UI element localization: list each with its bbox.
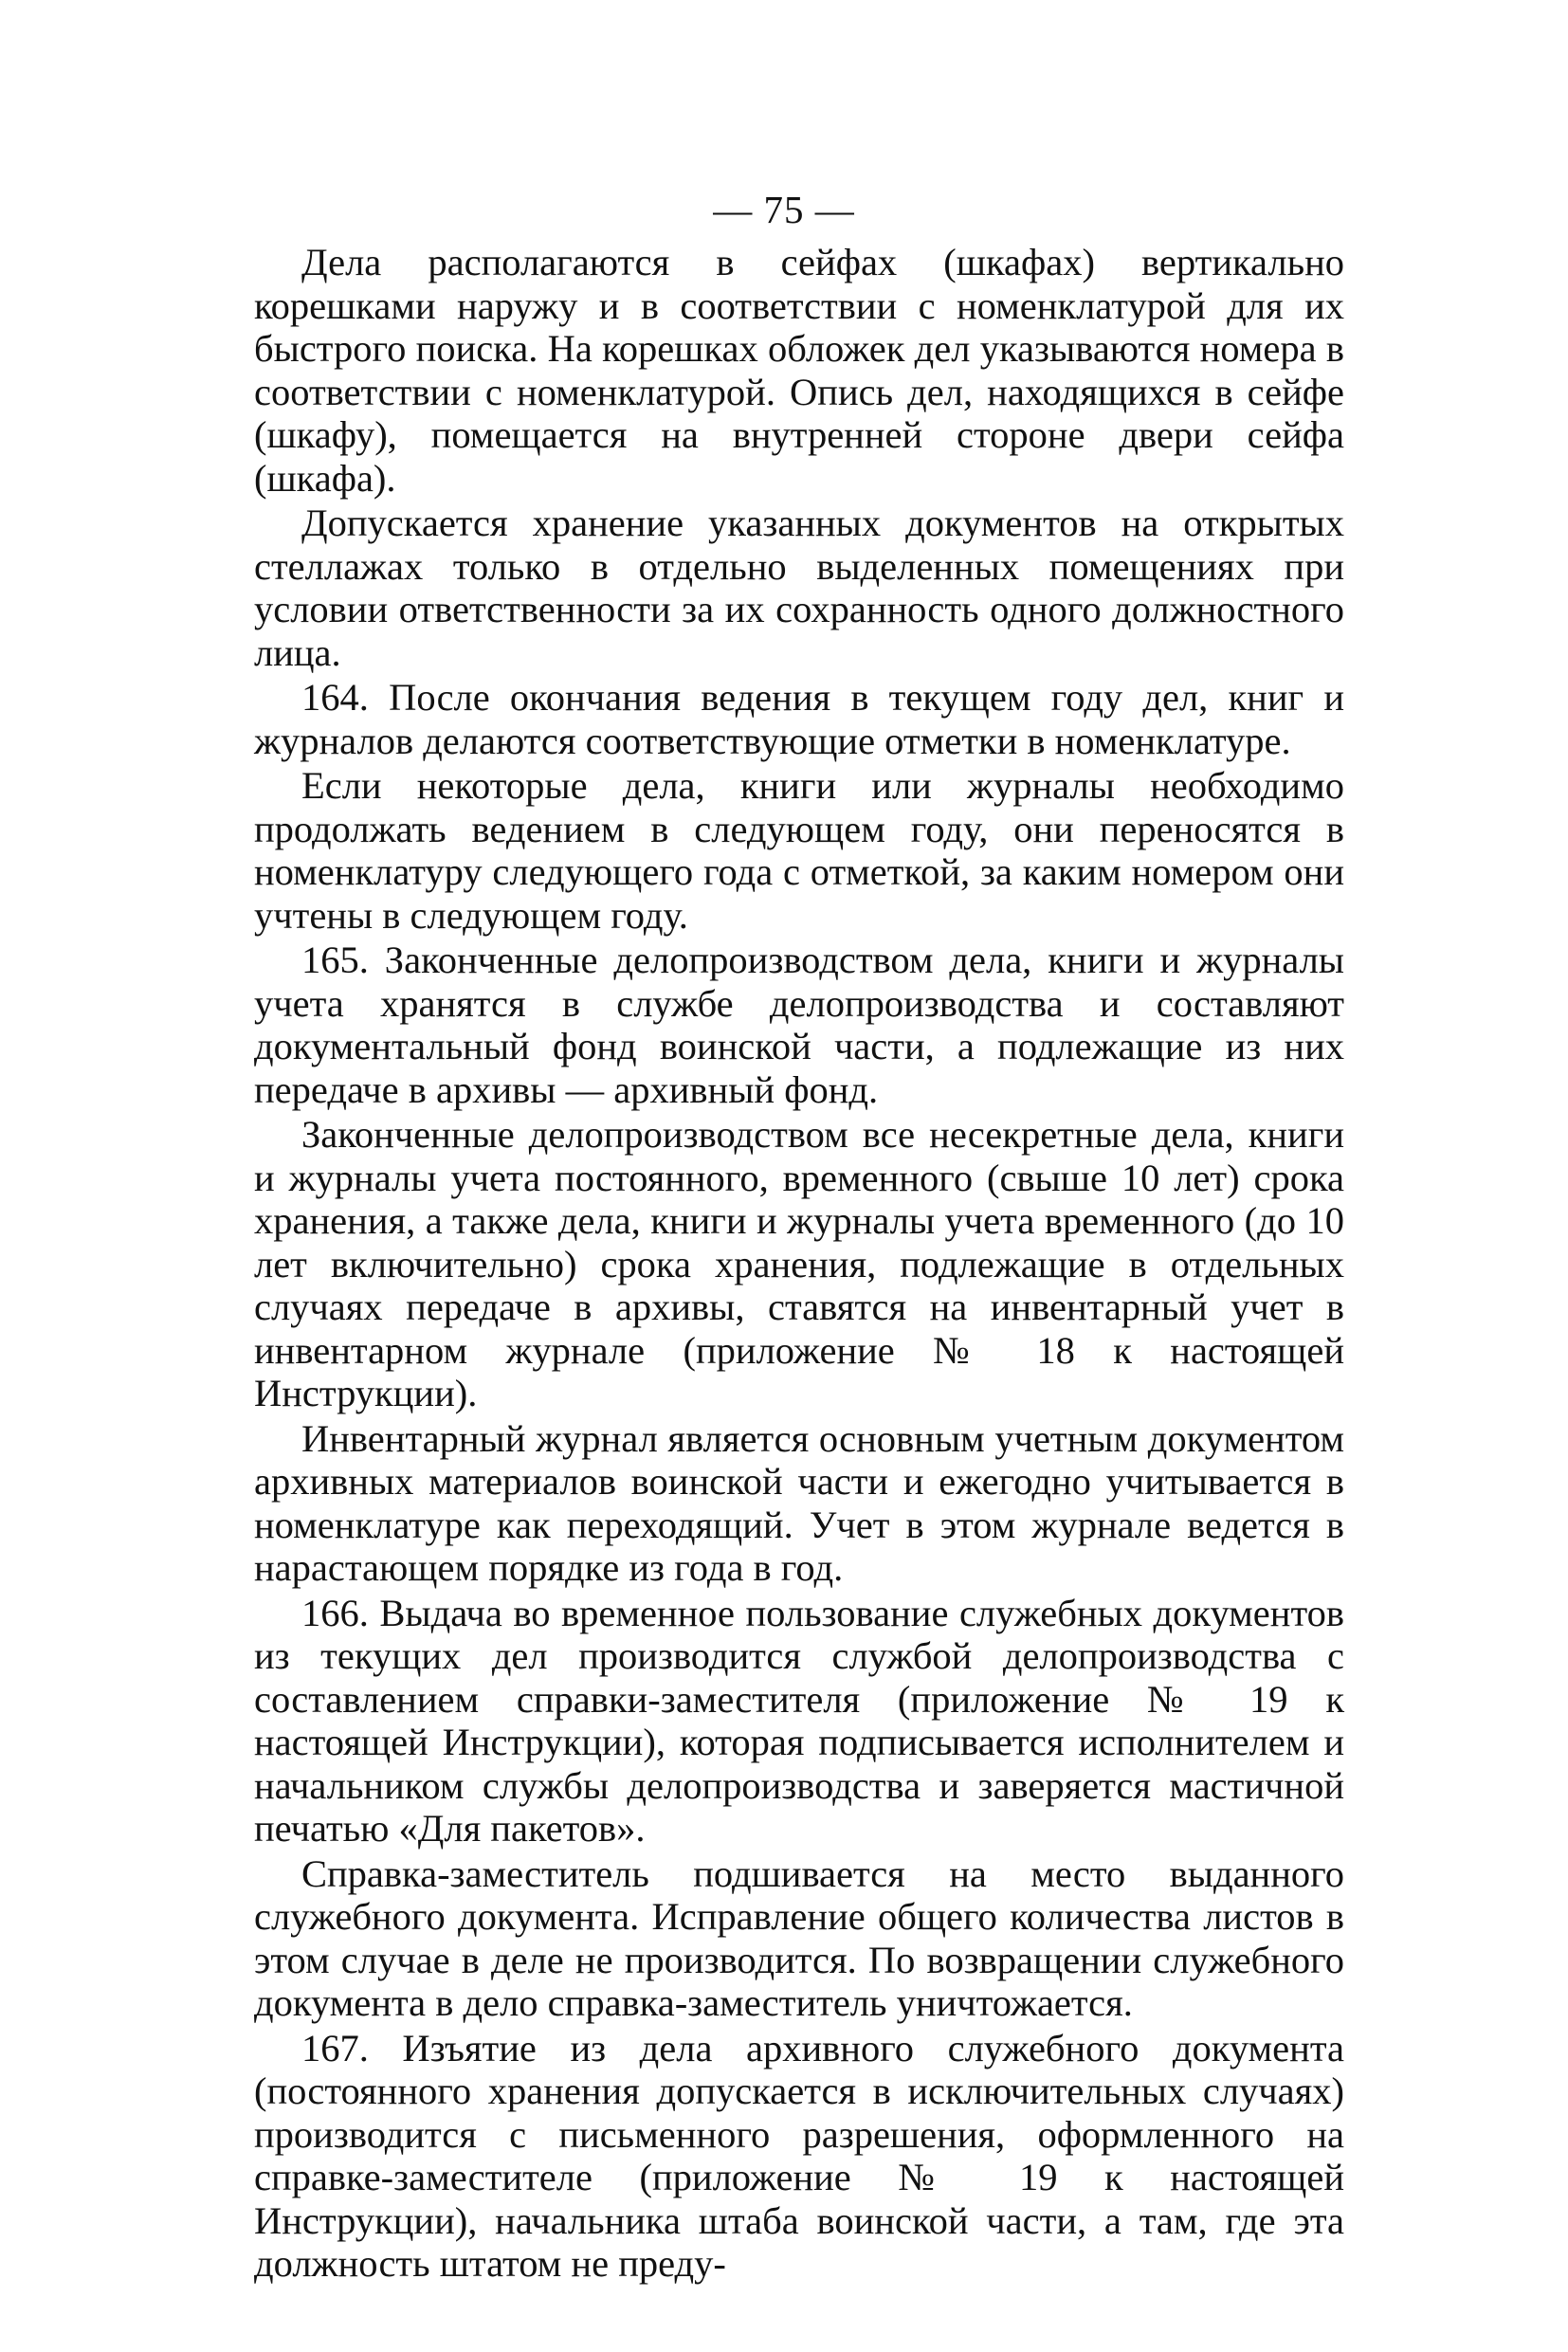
paragraph-166: 166. Выдача во временное пользование служебных документов из текущих дел производится службой делопроизводства с составлением справки-заместителя (приложение № 19 к настоящей Инструкции), которая подписывается исполнителем и начальником службы делопроизводства и заверяется мастичной печатью «Для пакетов». (254, 1591, 1344, 1850)
paragraph-167: 167. Изъятие из дела архивного служебного документа (постоянного хранения допускается в исключительных случаях) производится с письменного разрешения, оформленного на справке-заместителе (приложение № 19 к настоящей Инструкции), начальника штаба воинской части, а там, где эта должность штатом не преду- (254, 2026, 1344, 2285)
paragraph-storage-in-safes: Дела располагаются в сейфах (шкафах) вертикально корешками наружу и в соответствии с номенклатурой для их быстрого поиска. На корешках обложек дел указываются номера в соответствии с номенклатурой. Опись дел, находящихся в сейфе (шкафу), помещается на внутренней стороне двери сейфа (шкафа). (254, 241, 1344, 500)
paragraph-165-inventory: Законченные делопроизводством все несекретные дела, книги и журналы учета постоянного, временного (свыше 10 лет) срока хранения, а также дела, книги и журналы учета временного (до 10 лет включительно) срока хранения, подлежащие в отдельных случаях передаче в архивы, ставятся на инвентарный учет в инвентарном журнале (приложение № 18 к настоящей Инструкции). (254, 1113, 1344, 1414)
paragraph-164: 164. После окончания ведения в текущем году дел, книг и журналов делаются соответствующие отметки в номенклатуре. (254, 676, 1344, 762)
paragraph-166-replacement-note: Справка-заместитель подшивается на место выданного служебного документа. Исправление общего количества листов в этом случае в деле не производится. По возвращении служебного документа в дело справка-заместитель уничтожается. (254, 1851, 1344, 2024)
paragraph-165: 165. Законченные делопроизводством дела, книги и журналы учета хранятся в службе делопроизводства и составляют документальный фонд воинской части, а подлежащие из них передаче в архивы — архивный фонд. (254, 939, 1344, 1111)
paragraph-165-inventory-journal: Инвентарный журнал является основным учетным документом архивных материалов воинской части и ежегодно учитывается в номенклатуре как переходящий. Учет в этом журнале ведется в нарастающем порядке из года в год. (254, 1416, 1344, 1589)
page-number: — 75 — (713, 188, 855, 231)
paragraph-open-shelves: Допускается хранение указанных документов на открытых стеллажах только в отдельно выделенных помещениях при условии ответственности за их сохранность одного должностного лица. (254, 501, 1344, 674)
document-body (254, 241, 1344, 2288)
paragraph-164-continuation: Если некоторые дела, книги или журналы необходимо продолжать ведением в следующем году, они переносятся в номенклатуру следующего года с отметкой, за каким номером они учтены в следующем году. (254, 764, 1344, 937)
